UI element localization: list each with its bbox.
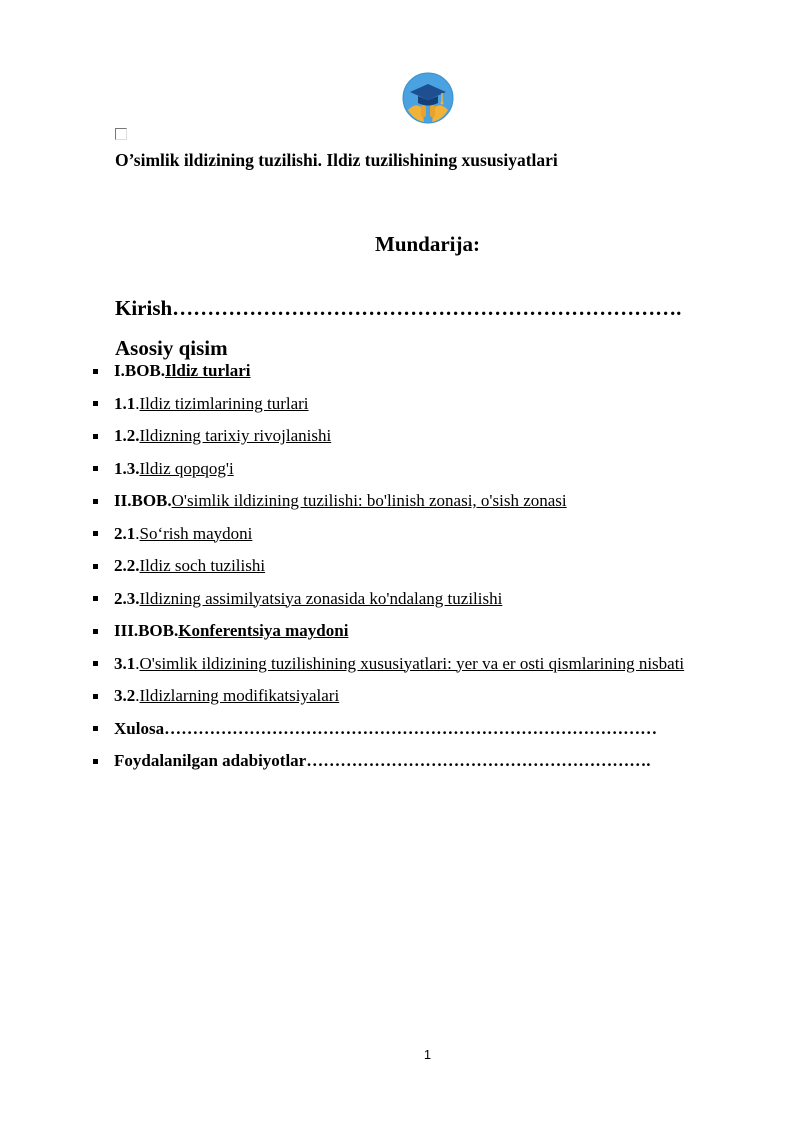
bullet-icon <box>93 466 98 471</box>
page-number: 1 <box>423 1047 432 1062</box>
toc-list <box>93 358 684 781</box>
toc-item-separator: . <box>135 523 140 543</box>
toc-item[interactable] <box>93 586 684 619</box>
toc-item-link[interactable]: Ildiz turlari <box>165 361 251 380</box>
toc-item <box>93 716 684 749</box>
toc-item[interactable] <box>93 683 684 716</box>
toc-item-number: 2.1 <box>114 523 136 543</box>
toc-item-link[interactable]: Konferentsiya maydoni <box>178 621 349 640</box>
bullet-icon <box>93 596 98 601</box>
bullet-icon <box>93 499 98 504</box>
toc-item[interactable] <box>93 358 684 391</box>
toc-item[interactable] <box>93 488 684 521</box>
toc-item-link[interactable]: Ildizning tarixiy rivojlanishi <box>139 426 332 445</box>
toc-item-number: 3.1 <box>114 653 136 673</box>
toc-intro-entry[interactable]: Kirish………………………………………………………………. <box>115 296 682 320</box>
bullet-icon <box>93 531 98 536</box>
toc-item-link[interactable]: So‘rish maydoni <box>139 523 253 543</box>
toc-item-number: II.BOB. <box>114 491 172 510</box>
toc-item[interactable] <box>93 423 684 456</box>
toc-item[interactable] <box>93 456 684 489</box>
broken-image-icon <box>115 128 127 140</box>
toc-item-link[interactable]: O'simlik ildizining tuzilishining xususiyatlari: yer va er osti qismlarining nisbati <box>139 653 685 673</box>
bullet-icon <box>93 726 98 731</box>
toc-item-link[interactable]: Ildiz qopqog'i <box>139 458 234 478</box>
toc-item-number: Foydalanilgan adabiyotlar……………………………………………………. <box>114 751 651 770</box>
toc-item[interactable] <box>93 553 684 586</box>
toc-item-separator: . <box>135 393 140 413</box>
toc-item-number: 1.3. <box>114 458 140 478</box>
bullet-icon <box>93 759 98 764</box>
toc-heading: Mundarija: <box>375 232 480 256</box>
toc-item-link[interactable]: Ildiz tizimlarining turlari <box>139 393 309 413</box>
toc-item[interactable] <box>93 391 684 424</box>
bullet-icon <box>93 401 98 406</box>
toc-item-number: Xulosa…………………………………………………………………………… <box>114 718 658 738</box>
bullet-icon <box>93 434 98 439</box>
toc-item-number: III.BOB. <box>114 621 179 640</box>
toc-item-link[interactable]: O'simlik ildizining tuzilishi: bo'linish zonasi, o'sish zonasi <box>171 491 567 510</box>
toc-item[interactable] <box>93 651 684 684</box>
toc-item-separator: . <box>135 686 140 705</box>
bullet-icon <box>93 564 98 569</box>
toc-section-label: Asosiy qisim <box>115 336 228 360</box>
toc-item-number: 1.1 <box>114 393 136 413</box>
toc-item <box>93 748 684 781</box>
toc-item[interactable] <box>93 521 684 554</box>
graduation-cap-logo-icon <box>402 72 454 124</box>
bullet-icon <box>93 629 98 634</box>
toc-item-number: 2.3. <box>114 588 140 608</box>
toc-item-number: I.BOB. <box>114 361 166 380</box>
bullet-icon <box>93 369 98 374</box>
bullet-icon <box>93 694 98 699</box>
toc-item-link[interactable]: Ildizning assimilyatsiya zonasida ko'ndalang tuzilishi <box>139 588 503 608</box>
toc-item-number: 3.2 <box>114 686 136 705</box>
toc-item-separator: . <box>135 653 140 673</box>
document-title: O’simlik ildizining tuzilishi. Ildiz tuzilishining xususiyatlari <box>115 150 558 170</box>
toc-item-number: 1.2. <box>114 426 140 445</box>
toc-item-number: 2.2. <box>114 556 140 575</box>
toc-item-link[interactable]: Ildizlarning modifikatsiyalari <box>139 686 340 705</box>
bullet-icon <box>93 661 98 666</box>
toc-item-link[interactable]: Ildiz soch tuzilishi <box>139 556 266 575</box>
toc-item[interactable] <box>93 618 684 651</box>
